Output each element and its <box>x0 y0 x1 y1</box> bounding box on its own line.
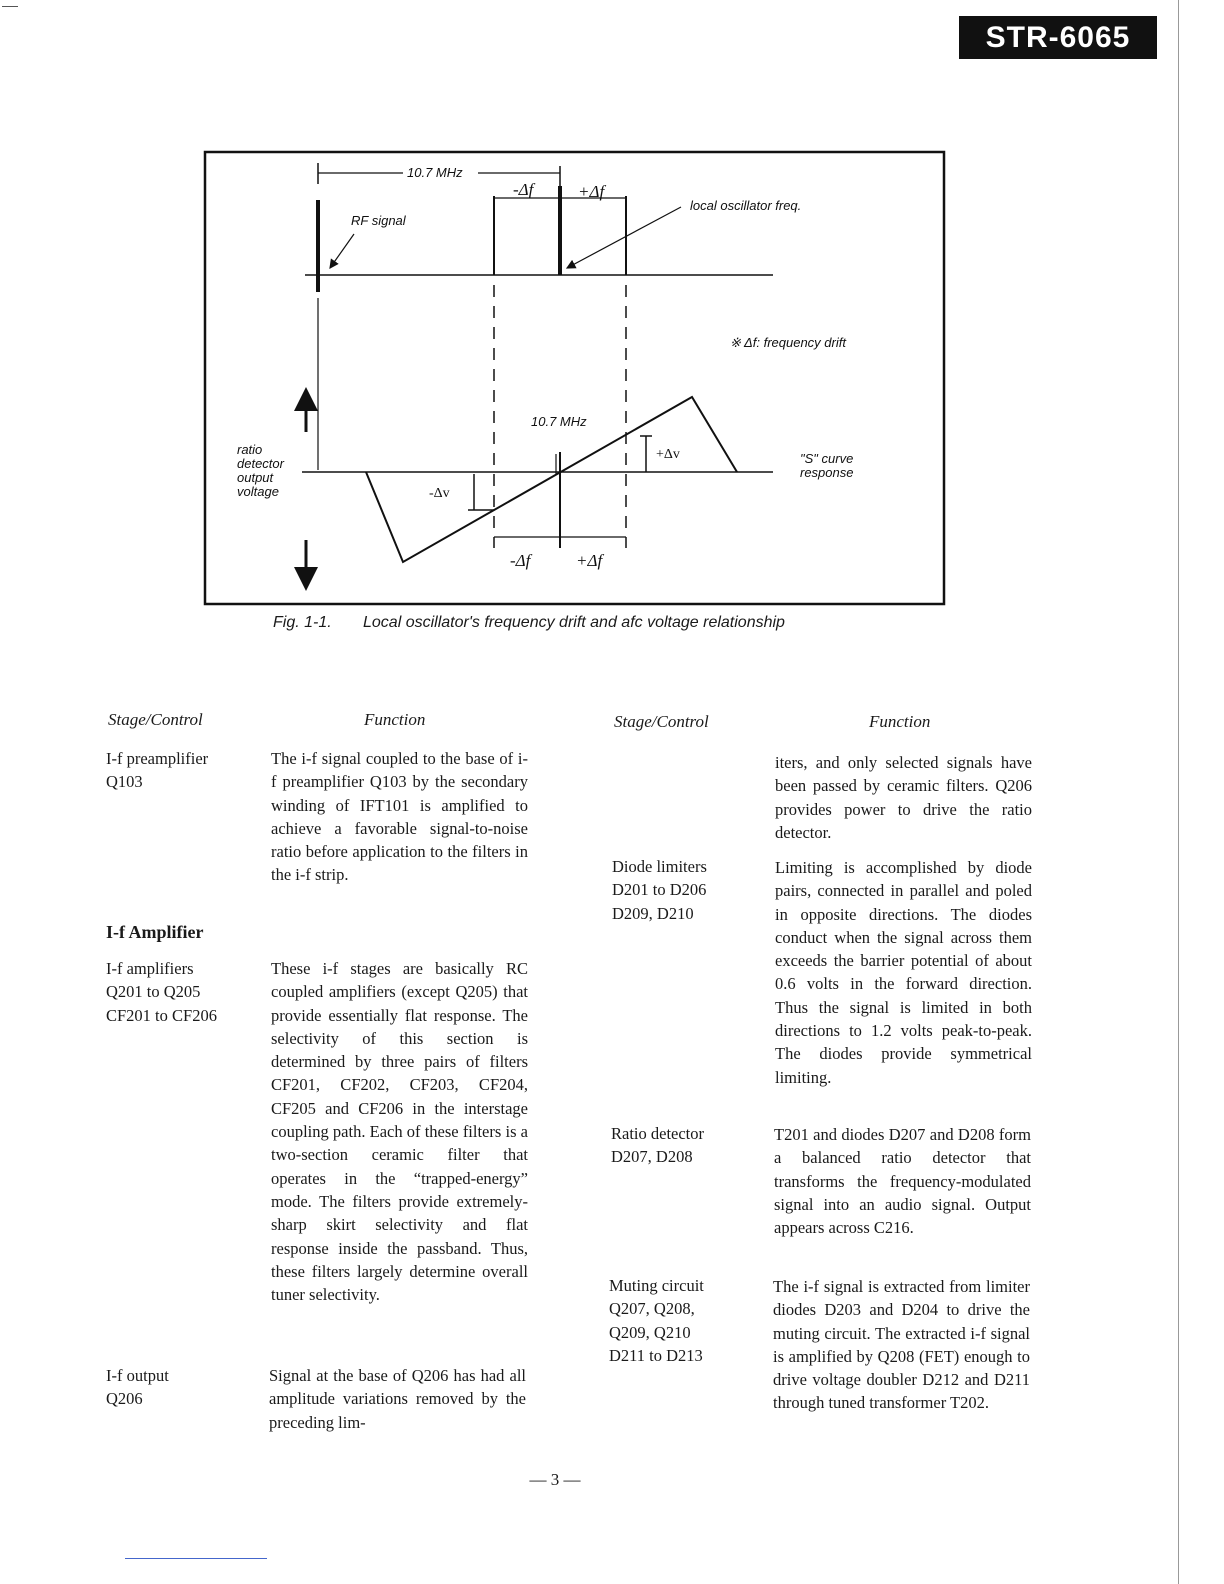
amps-label: I-f amplifiers Q201 to Q205 CF201 to CF206 <box>106 959 217 1025</box>
ratio-label-line4: voltage <box>237 484 279 499</box>
ratio-detector-label: Ratio detector D207, D208 <box>611 1124 705 1167</box>
minus-dv-label: -Δv <box>429 486 450 501</box>
left-stage-header: Stage/Control <box>108 710 203 729</box>
diode-label: Diode limiters D201 to D206 D209, D210 <box>612 857 707 923</box>
muting-text: The i-f signal is extracted from limiter diodes D203 and D204 to drive the muting circuit. The extracted i-f signal is amplified by Q208 (FET) enough to drive voltage doubler D212 and D211 through tuned transformer T202. <box>773 1277 1030 1413</box>
section-heading: I-f Amplifier <box>106 922 204 942</box>
bottom-plus-df-label: +Δf <box>576 551 603 570</box>
ratio-label-line3: output <box>237 470 274 485</box>
s-curve-label-line2: response <box>800 465 854 480</box>
osc-pointer <box>567 207 681 268</box>
local-osc-label: local oscillator freq. <box>690 198 802 213</box>
s-curve-label-line1: "S" curve <box>800 451 854 466</box>
rf-signal-label: RF signal <box>351 213 406 228</box>
right-stage-header: Stage/Control <box>614 712 709 731</box>
afc-figure <box>0 0 1224 660</box>
muting-label: Muting circuit Q207, Q208, Q209, Q210 D211 to D213 <box>609 1276 704 1365</box>
ratio-label-line2: detector <box>237 456 284 471</box>
ratio-detector-text: T201 and diodes D207 and D208 form a balanced ratio detector that transforms the frequency-modulated signal into an audio signal. Output appears across C216. <box>774 1125 1031 1238</box>
plus-dv-label: +Δv <box>656 447 680 462</box>
top-minus-df-label: -Δf <box>513 180 534 199</box>
bottom-minus-df-label: -Δf <box>510 551 531 570</box>
rf-pointer <box>330 234 354 268</box>
preamp-label: I-f preamplifier Q103 <box>106 749 209 792</box>
bottom-blue-line <box>125 1558 267 1559</box>
caption-label: Fig. 1-1. <box>273 614 332 631</box>
mid-mhz-label: 10.7 MHz <box>531 414 587 429</box>
amps-text: These i-f stages are basically RC coupled amplifiers (except Q205) that provide essentially flat response. The selectivity of this section is determined by three pairs of filters CF201, CF202, CF203, CF204, CF205 and CF206 in the interstage coupling path. Each of these filters is a two-section ceramic filter that operates in the “trapped-energy” mode. The filters provide extremely-sharp skirt selectivity and flat response inside the passband. Thus, these filters largely determine overall tuner selectivity. <box>271 959 528 1305</box>
top-mhz-label: 10.7 MHz <box>407 165 463 180</box>
drift-note: ※ Δf: frequency drift <box>730 335 846 350</box>
left-function-header: Function <box>364 710 426 729</box>
diode-text: Limiting is accomplished by diode pairs, connected in parallel and poled in opposite directions. The diodes conduct when the signal across them exceeds the barrier potential of about 0.6 volts in the forward direction. Thus the signal is limited in both directions to 1.2 volts peak-to-peak. The diodes provide symmetrical limiting. <box>775 858 1032 1087</box>
continued-text: iters, and only selected signals have been passed by ceramic filters. Q206 provides power to drive the ratio detector. <box>775 753 1032 842</box>
right-function-header: Function <box>869 712 931 731</box>
page-number: — 3 — <box>529 1470 581 1489</box>
ratio-label-line1: ratio <box>237 442 263 457</box>
output-text: Signal at the base of Q206 has had all amplitude variations removed by the preceding lim- <box>269 1366 526 1432</box>
output-label: I-f output Q206 <box>106 1366 169 1409</box>
figure-caption <box>273 614 785 632</box>
caption-text: Local oscillator's frequency drift and afc voltage relationship <box>363 614 785 631</box>
preamp-text: The i-f signal coupled to the base of i-f preamplifier Q103 by the secondary winding of IFT101 is amplified to achieve a favorable signal-to-noise ratio before application to the filters in the i-f strip. <box>271 749 528 885</box>
model-badge: STR-6065 <box>959 16 1157 59</box>
figure-frame <box>205 152 944 604</box>
top-plus-df-label: +Δf <box>578 182 605 201</box>
